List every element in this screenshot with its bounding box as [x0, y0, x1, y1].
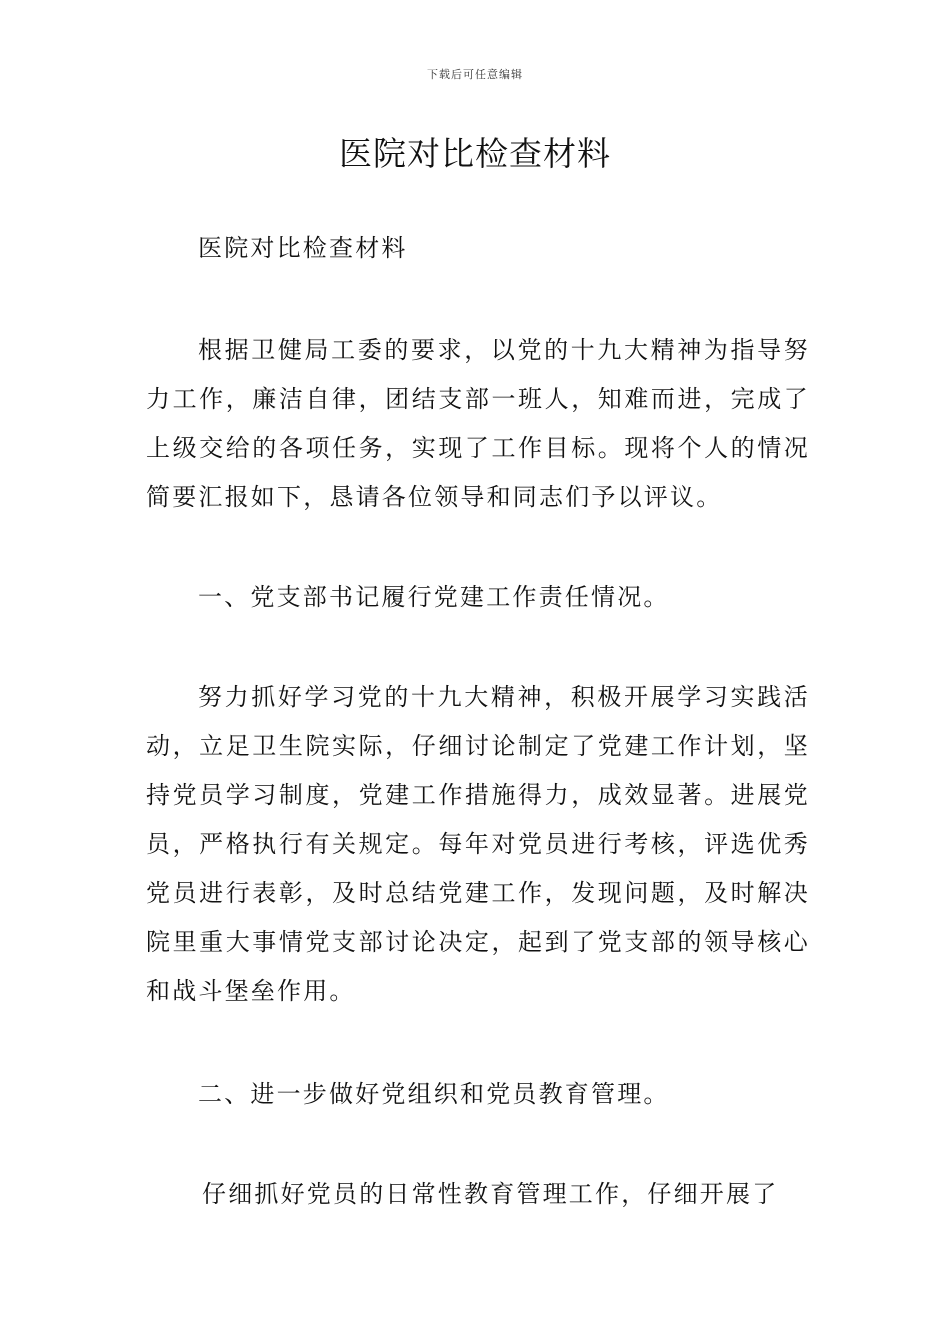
document-title: 医院对比检查材料: [339, 134, 611, 173]
document-subtitle: 医院对比检查材料: [198, 234, 408, 262]
paragraph-intro: 根据卫健局工委的要求，以党的十九大精神为指导努力工作，廉洁自律，团结支部一班人，知难而进，完成了上级交给的各项任务，实现了工作目标。现将个人的情况简要汇报如下，恳请各位领导和同志们予以评议。: [146, 336, 810, 511]
paragraph-section-1: 努力抓好学习党的十九大精神，积极开展学习实践活动，立足卫生院实际，仔细讨论制定了党建工作计划，坚持党员学习制度，党建工作措施得力，成效显著。进展党员，严格执行有关规定。每年对党员进行考核，评选优秀党员进行表彰，及时总结党建工作，发现问题，及时解决院里重大事情党支部讨论决定，起到了党支部的领导核心和战斗堡垒作用。: [146, 683, 810, 1005]
section-heading-2: 二、进一步做好党组织和党员教育管理。: [198, 1080, 670, 1108]
section-heading-1: 一、党支部书记履行党建工作责任情况。: [198, 583, 670, 611]
header-note: 下载后可任意编辑: [427, 68, 523, 81]
paragraph-section-2: 仔细抓好党员的日常性教育管理工作，仔细开展了: [202, 1180, 779, 1208]
